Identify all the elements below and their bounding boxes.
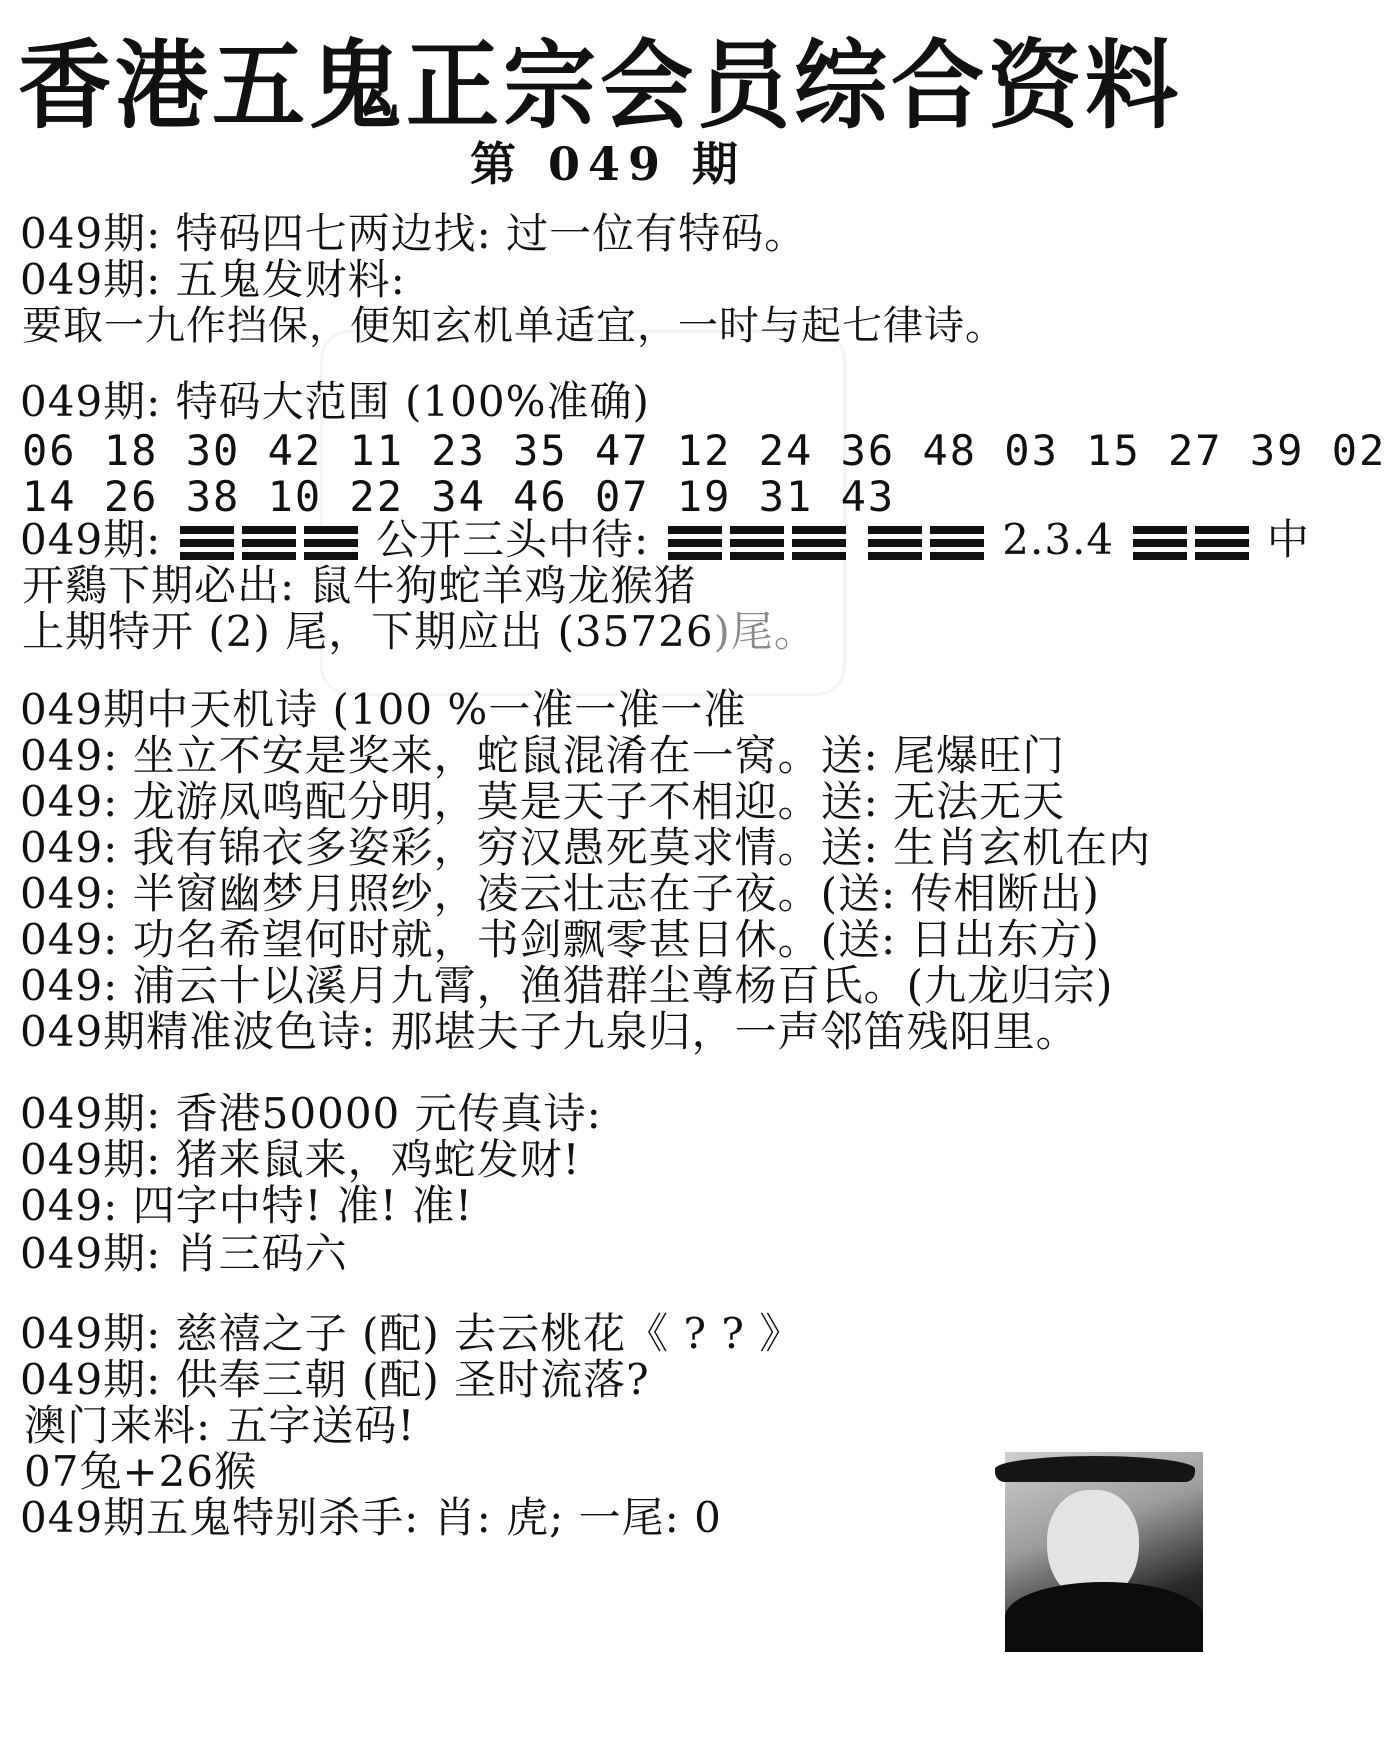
range-numbers-row-2: 14 26 38 10 22 34 46 07 19 31 43 <box>22 472 896 521</box>
wave-color-poem: 049期精准波色诗: 那堪夫子九泉归，一声邻笛残阳里。 <box>20 1007 1079 1056</box>
redacted-block <box>180 526 234 560</box>
issue-number: 第 049 期 <box>470 137 747 191</box>
four-char-line: 049: 四字中特! 准! 准! <box>20 1181 474 1230</box>
poem-heading: 049期中天机诗 (100 %一准一准一准 <box>20 685 747 734</box>
zodiac-line: 开鷄下期必出: 鼠牛狗蛇羊鸡龙猴猪 <box>22 561 697 610</box>
redacted-block <box>668 526 722 560</box>
tail-text: 上期特开 (2) 尾，下期应出 (35726 <box>22 607 714 656</box>
poem-line: 049: 坐立不安是奖来，蛇鼠混淆在一窝。送: 尾爆旺门 <box>20 731 1066 780</box>
open-heads-suffix: 中 <box>1266 515 1310 564</box>
redacted-block <box>792 526 846 560</box>
open-heads-prefix: 049期: <box>20 515 162 564</box>
tip-line-3: 要取一九作挡保，便知玄机单适宜，一时与起七律诗。 <box>22 303 1006 349</box>
hk-poem-line: 049期: 猪来鼠来，鸡蛇发财! <box>20 1135 581 1184</box>
range-heading: 049期: 特码大范围 (100%准确) <box>20 377 650 426</box>
poem-line: 049: 功名希望何时就，书剑飘零甚日休。(送: 日出东方) <box>20 915 1100 964</box>
code-pair-line: 07兔+26猴 <box>24 1447 258 1496</box>
poem-line: 049: 半窗幽梦月照纱，凌云壮志在子夜。(送: 传相断出) <box>20 869 1100 918</box>
portrait-photo <box>1005 1452 1203 1642</box>
open-heads-line <box>20 515 1310 564</box>
open-heads-label: 公开三头中待: <box>376 515 650 564</box>
redacted-block <box>304 526 358 560</box>
redacted-block <box>242 526 296 560</box>
riddle-line-2: 049期: 供奉三朝 (配) 圣时流落? <box>20 1355 650 1404</box>
redacted-block <box>730 526 784 560</box>
tip-line-2: 049期: 五鬼发财料: <box>20 255 406 304</box>
redacted-block <box>868 526 922 560</box>
hat-shape <box>995 1456 1195 1482</box>
range-numbers-row-1: 06 18 30 42 11 23 35 47 12 24 36 48 03 15 27 39 02 <box>22 426 1386 475</box>
three-code-line: 049期: 肖三码六 <box>20 1229 348 1278</box>
open-heads-digits: 2.3.4 <box>1002 515 1115 564</box>
tail-end: )尾。 <box>713 607 817 656</box>
poem-line: 049: 浦云十以溪月九霄，渔猎群尘尊杨百氏。(九龙归宗) <box>20 961 1114 1010</box>
tip-line-1: 049期: 特码四七两边找: 过一位有特码。 <box>20 209 808 258</box>
killer-line: 049期五鬼特别杀手: 肖: 虎; 一尾: 0 <box>20 1493 722 1542</box>
tail-line <box>22 607 817 656</box>
riddle-line-1: 049期: 慈禧之子 (配) 去云桃花《 ? ? 》 <box>20 1309 803 1358</box>
redacted-block <box>1195 526 1249 560</box>
hk-poem-heading: 049期: 香港50000 元传真诗: <box>20 1089 602 1138</box>
macau-line: 澳门来料: 五字送码! <box>24 1401 416 1450</box>
jacket-shape <box>1005 1582 1203 1652</box>
poem-line: 049: 我有锦衣多姿彩，穷汉愚死莫求情。送: 生肖玄机在内 <box>20 823 1152 872</box>
page-title: 香港五鬼正宗会员综合资料 <box>18 30 1182 142</box>
redacted-block <box>1133 526 1187 560</box>
poem-line: 049: 龙游凤鸣配分明，莫是天子不相迎。送: 无法无天 <box>20 777 1066 826</box>
redacted-block <box>930 526 984 560</box>
